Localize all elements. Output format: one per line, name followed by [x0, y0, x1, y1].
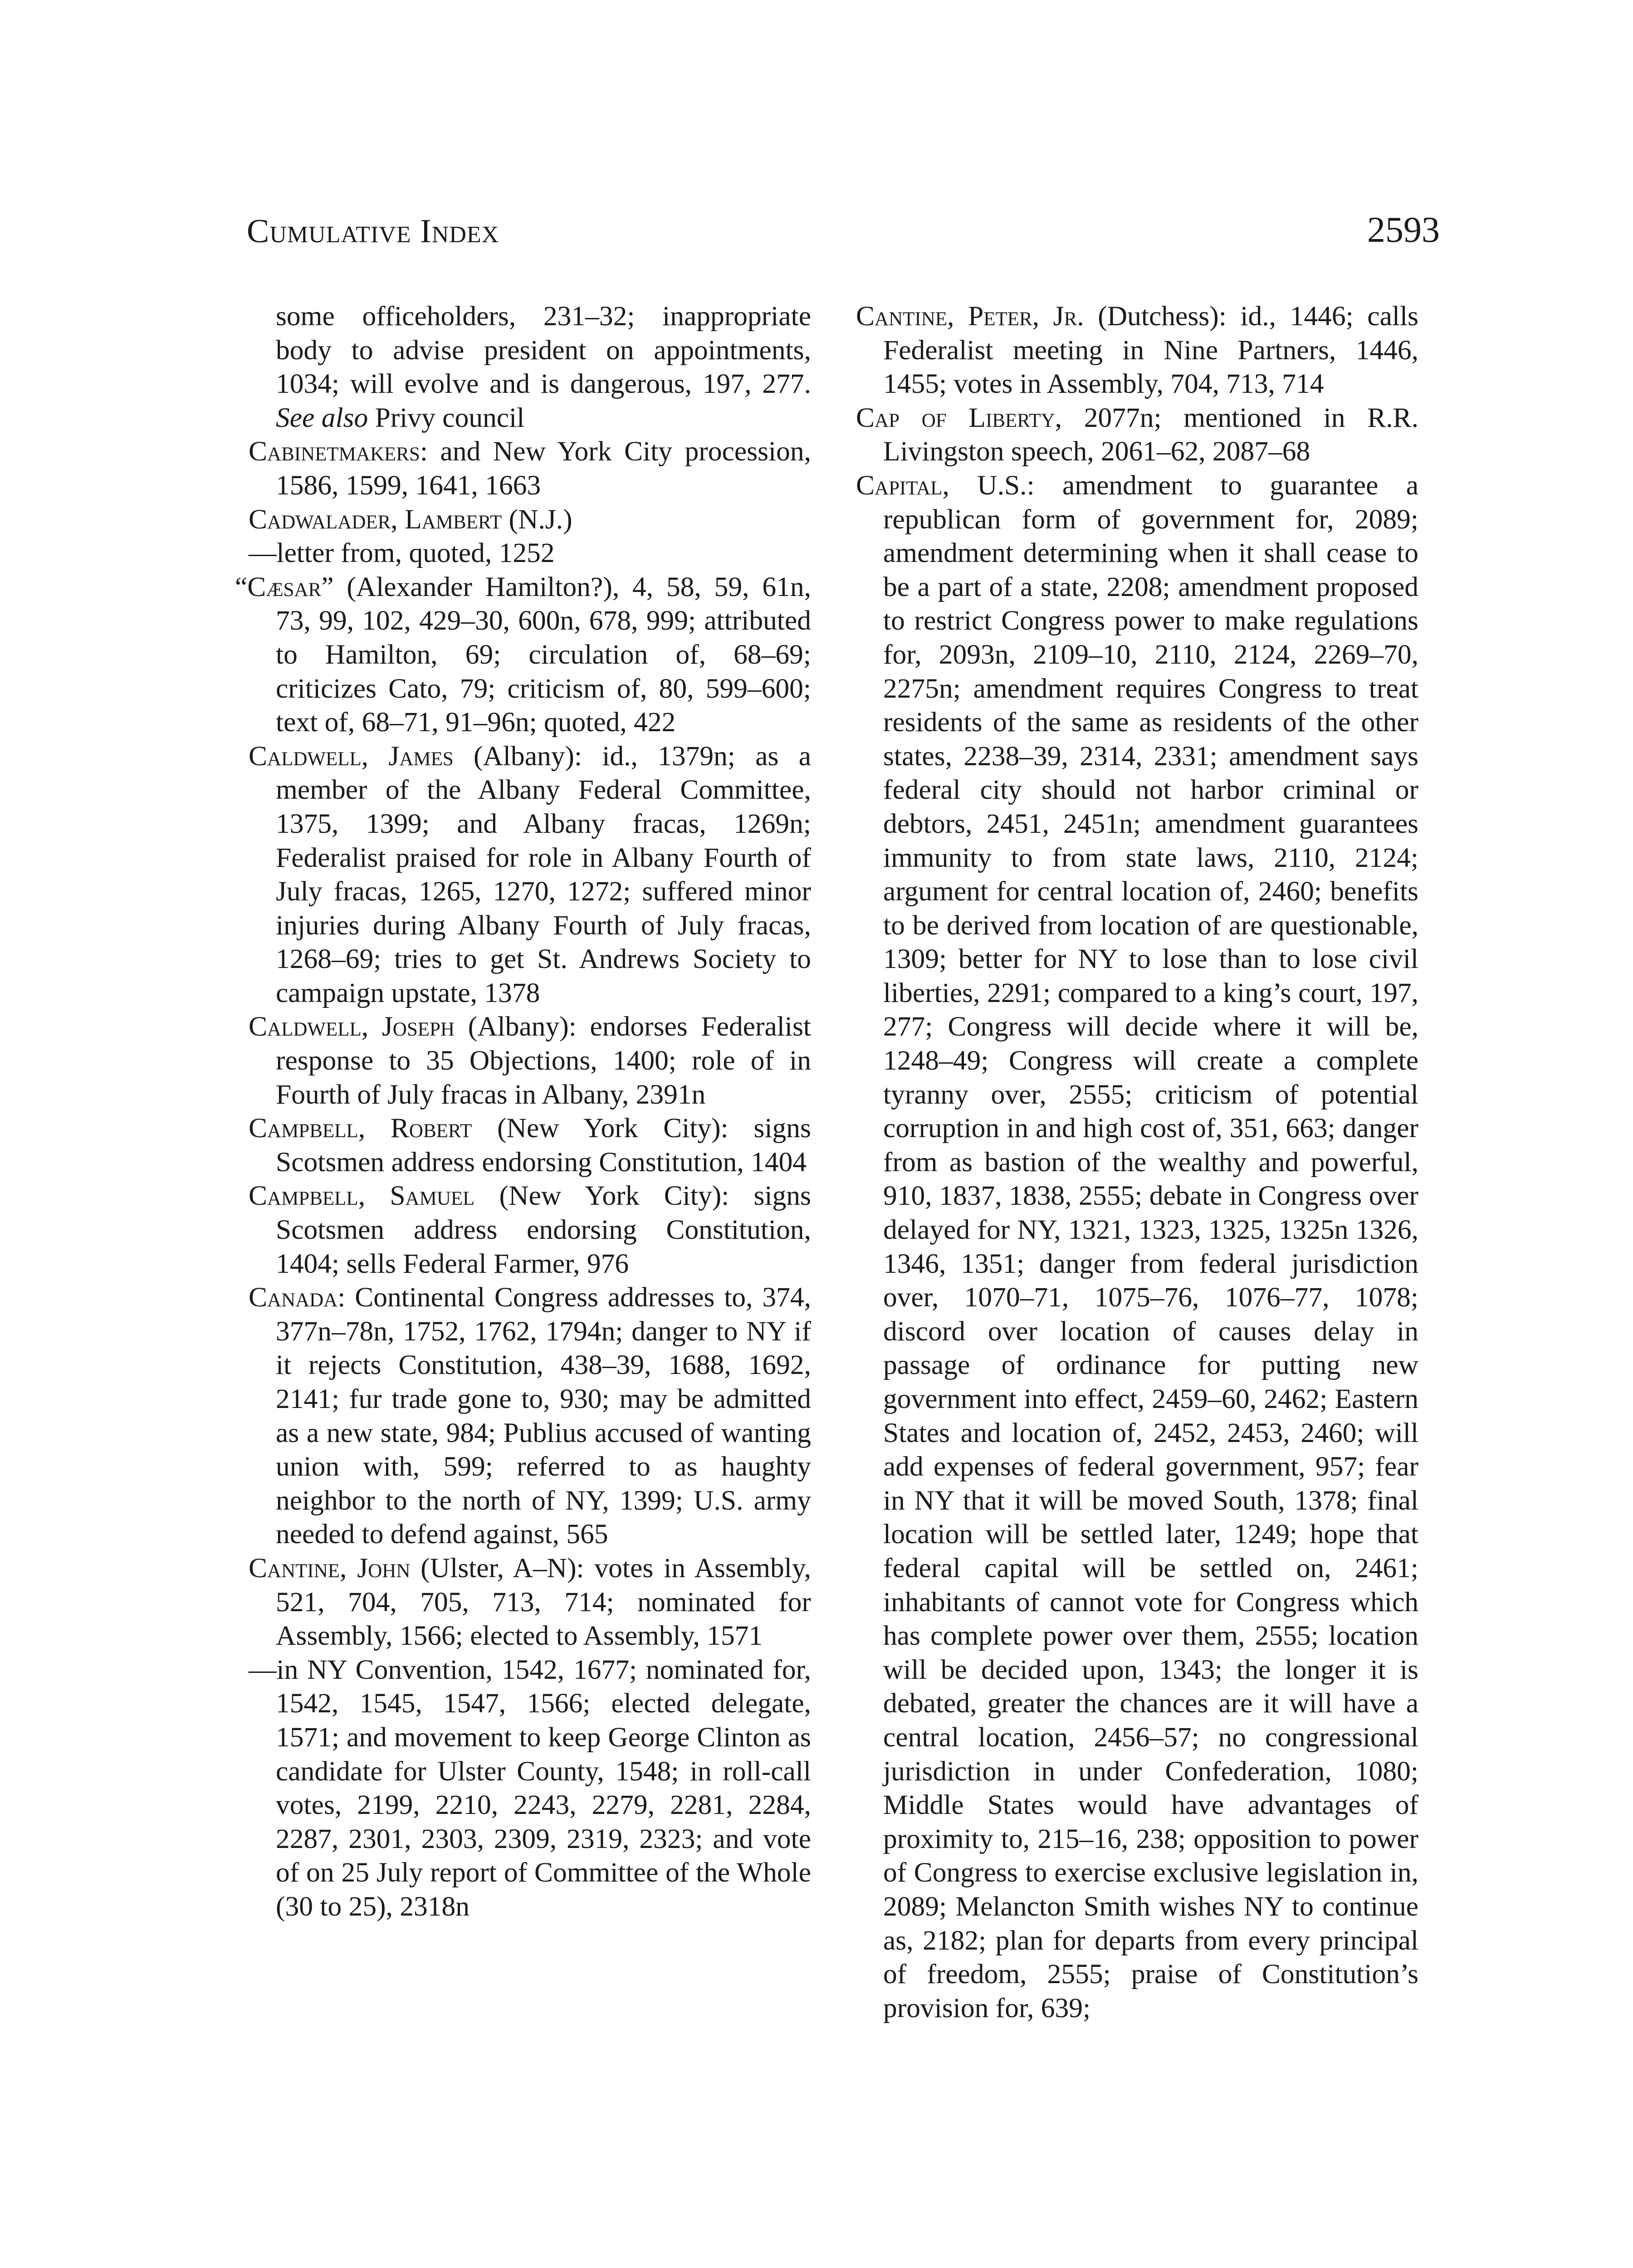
entry-heading: Cap of Liberty — [856, 402, 1055, 433]
page-number: 2593 — [1367, 210, 1440, 250]
entry-heading: Canada — [249, 1282, 338, 1313]
index-entry — [249, 1551, 811, 1653]
index-subentry: —letter from, quoted, 1252 — [249, 538, 555, 569]
entry-heading: Capital, U.S. — [856, 469, 1027, 501]
index-entry — [235, 570, 811, 739]
entry-text: (N.J.) — [502, 503, 572, 535]
see-also-label: See also — [276, 402, 368, 433]
entry-text: , 2077n; mentioned in R.R. Livingston speech, 2061–62, 2087–68 — [883, 402, 1418, 467]
left-column — [235, 299, 811, 1924]
index-subentry: —in NY Convention, 1542, 1677; nominated for, 1542, 1545, 1547, 1566; elected delegate, 1571; and movement to keep George Clinton as candidate for Ulster County, 1548; in roll-call votes, 2199, 2210, 2243, 2279, 2281, 2284, 2287, 2301, 2303, 2309, 2319, 2323; and vote of on 25 July report of Committee of the Whole (30 to 25), 2318n — [249, 1654, 811, 1922]
index-entry — [249, 739, 811, 1010]
index-entry — [249, 435, 811, 502]
entry-text: (New York City): signs Scotsmen address endorsing Constitution, 1404 — [276, 1113, 811, 1178]
entry-text: (New York City): signs Scotsmen address endorsing Constitution, 1404; sells Federal Farmer, 976 — [276, 1180, 811, 1279]
index-entry — [249, 1281, 811, 1551]
entry-text: (Albany): endorses Federalist response to 35 Objections, 1400; role of in Fourth of July fracas in Albany, 2391n — [276, 1011, 811, 1110]
entry-heading: Caldwell, James — [249, 740, 454, 772]
see-also-target: Privy council — [375, 402, 525, 433]
entry-heading: Caldwell, Joseph — [249, 1011, 455, 1042]
entry-text: (Ulster, A–N): votes in Assembly, 521, 704, 705, 713, 714; nominated for Assembly, 1566; elected to Assembly, 1571 — [276, 1552, 811, 1652]
continued-entry — [249, 299, 811, 435]
entry-text: (Albany): id., 1379n; as a member of the Albany Federal Committee, 1375, 1399; and Albany fracas, 1269n; Federalist praised for role in Albany Fourth of July fracas, 1265, 1270, 1272; suffered minor injuries during Albany Fourth of July fracas, 1268–69; tries to get St. Andrews Society to campaign upstate, 1378 — [276, 740, 811, 1008]
index-entry — [856, 401, 1418, 469]
entry-heading: Cadwalader, Lambert — [249, 503, 502, 535]
entry-text: : Continental Congress addresses to, 374, 377n–78n, 1752, 1762, 1794n; danger to NY if it rejects Constitution, 438–39, 1688, 1692, 2141; fur trade gone to, 930; may be admitted as a new state, 984; Publius accused of wanting union with, 599; referred to as haughty neighbor to the north of NY, 1399; U.S. army needed to defend against, 565 — [276, 1282, 811, 1550]
index-entry — [249, 1010, 811, 1111]
entry-text: : amendment to guarantee a republican form of government for, 2089; amendment determining when it shall cease to be a part of a state, 2208; amendment proposed to restrict Congress power to make regulations for, 2093n, 2109–10, 2110, 2124, 2269–70, 2275n; amendment requires Congress to treat residents of the same as residents of the other states, 2238–39, 2314, 2331; amendment says federal city should not harbor criminal or debtors, 2451, 2451n; amendment guarantees immunity to from state laws, 2110, 2124; argument for central location of, 2460; benefits to be derived from location of are questionable, 1309; better for NY to lose than to lose civil liberties, 2291; compared to a king’s court, 197, 277; Congress will decide where it will be, 1248–49; Congress will create a complete tyranny over, 2555; criticism of potential corruption in and high cost of, 351, 663; danger from as bastion of the wealthy and powerful, 910, 1837, 1838, 2555; debate in Congress over delayed for NY, 1321, 1323, 1325, 1325n 1326, 1346, 1351; danger from federal jurisdiction over, 1070–71, 1075–76, 1076–77, 1078; discord over location of causes delay in passage of ordinance for putting new government into effect, 2459–60, 2462; Eastern States and location of, 2452, 2453, 2460; will add expenses of federal government, 957; fear in NY that it will be moved South, 1378; final location will be settled later, 1249; hope that federal capital will be settled on, 2461; inhabitants of cannot vote for Congress which has complete power over them, 2555; location will be decided upon, 1343; the longer it is debated, greater the chances are it will have a central location, 2456–57; no congressional jurisdiction in under Confederation, 1080; Middle States would have advantages of proximity to, 215–16, 238; opposition to power of Congress to exercise exclusive legislation in, 2089; Melancton Smith wishes NY to continue as, 2182; plan for departs from every principal of freedom, 2555; praise of Constitution’s provision for, 639; — [883, 469, 1418, 2024]
index-entry — [249, 1179, 811, 1281]
entry-heading: Cantine, John — [249, 1552, 411, 1584]
entry-heading: Cabinetmakers — [249, 436, 420, 467]
entry-text: (Alexander Hamilton?), 4, 58, 59, 61n, 73, 99, 102, 429–30, 600n, 678, 999; attributed to Hamilton, 69; circulation of, 68–69; criticizes Cato, 79; criticism of, 80, 599–600; text of, 68–71, 91–96n; quoted, 422 — [276, 571, 811, 738]
index-entry — [249, 503, 811, 537]
entry-text: (Dutchess): id., 1446; calls Federalist meeting in Nine Partners, 1446, 1455; votes in Assembly, 704, 713, 714 — [883, 301, 1418, 400]
entry-heading: Cantine, Peter, Jr. — [856, 301, 1084, 332]
index-entry — [856, 469, 1418, 2025]
index-entry — [249, 1111, 811, 1179]
running-head — [247, 212, 1440, 262]
entry-heading: Campbell, Robert — [249, 1113, 472, 1144]
index-entry — [856, 299, 1418, 401]
entry-text: some officeholders, 231–32; inappropriate body to advise president on appointments, 1034; will evolve and is dangerous, 197, 277. — [276, 301, 811, 400]
running-head-title: Cumulative Index — [247, 213, 499, 250]
entry-text: : and New York City procession, 1586, 1599, 1641, 1663 — [276, 436, 811, 501]
entry-heading: Campbell, Samuel — [249, 1180, 475, 1212]
entry-heading: “Cæsar” — [235, 571, 334, 602]
right-column — [856, 299, 1418, 2025]
